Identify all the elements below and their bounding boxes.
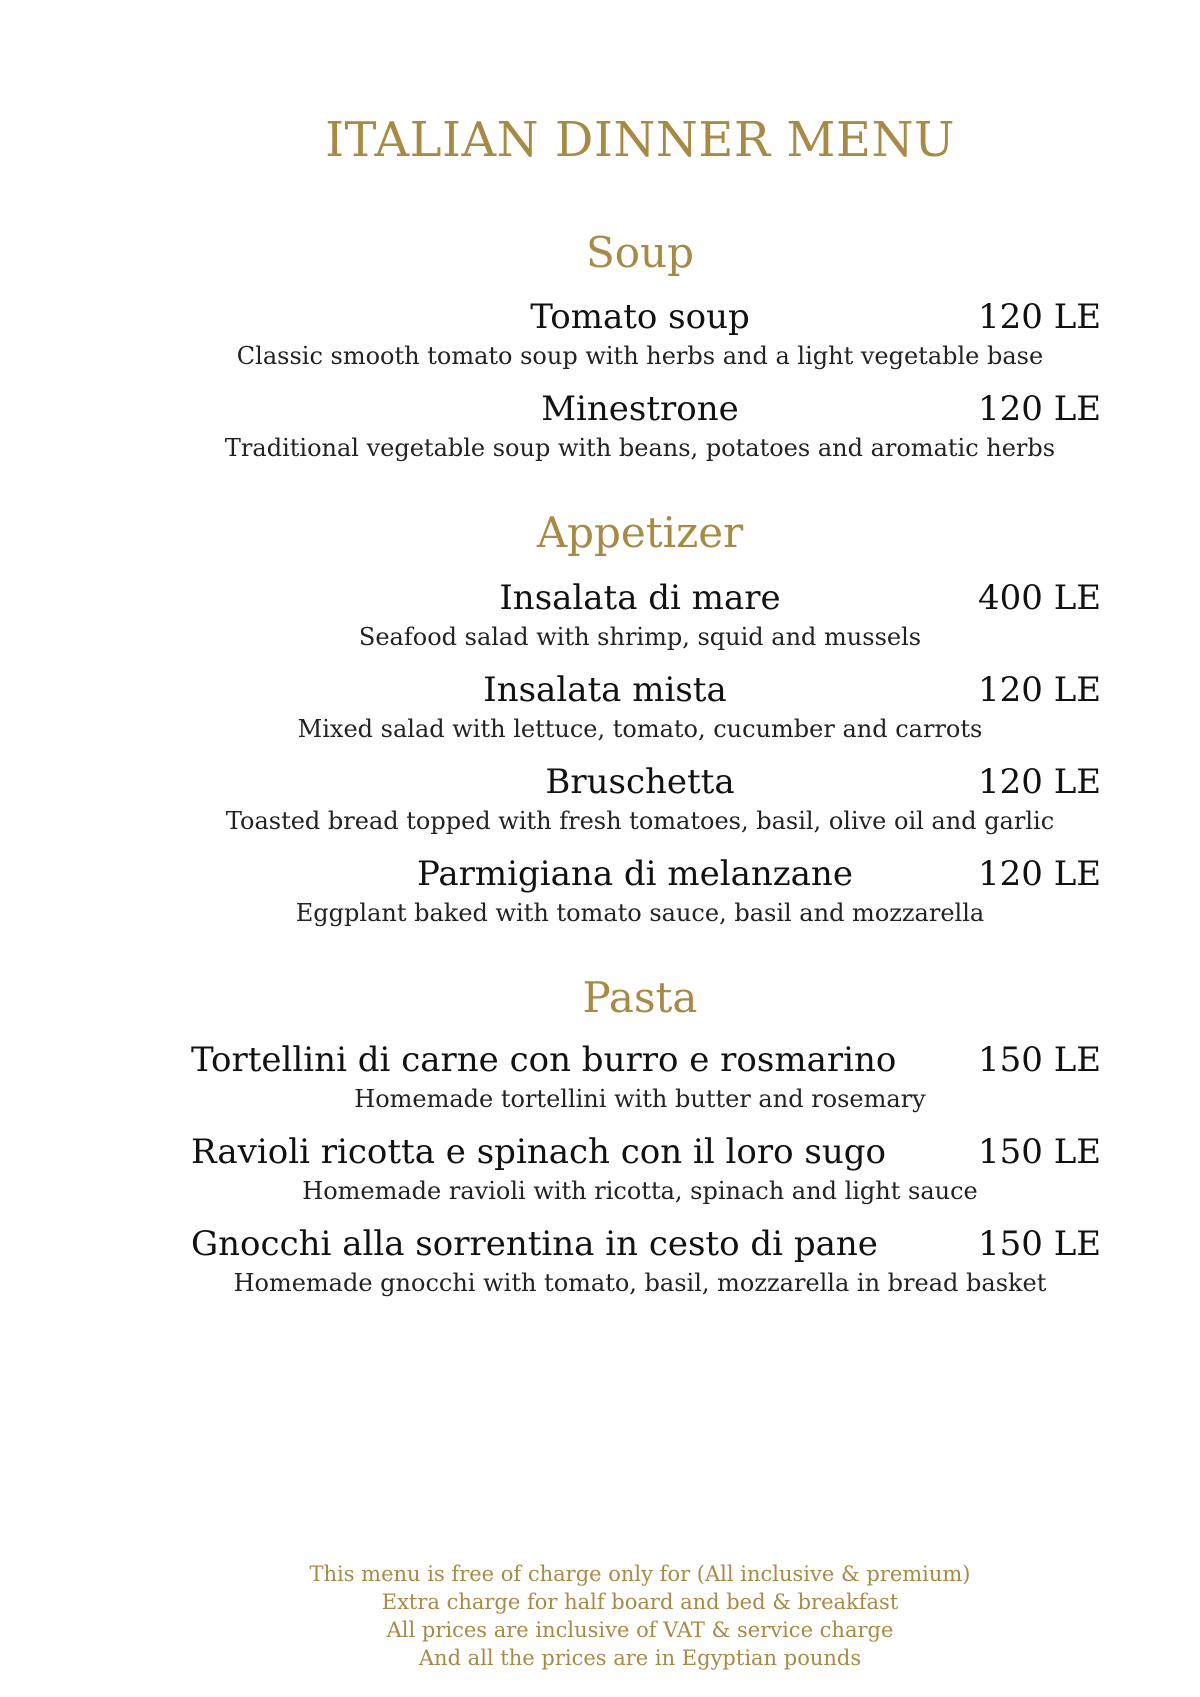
section-title-appetizer: Appetizer <box>536 508 744 557</box>
menu-item-description: Traditional vegetable soup with beans, potatoes and aromatic herbs <box>224 434 1056 462</box>
menu-item-description: Classic smooth tomato soup with herbs and a light vegetable base <box>236 342 1044 370</box>
menu-item-name: Ravioli ricotta e spinach con il loro sugo <box>191 1132 886 1172</box>
footer-note <box>0 1560 1200 1672</box>
menu-item-description: Toasted bread topped with fresh tomatoes, basil, olive oil and garlic <box>225 807 1055 835</box>
menu-item-name: Tortellini di carne con burro e rosmarino <box>191 1040 897 1080</box>
footer-line: All prices are inclusive of VAT & service charge <box>386 1618 894 1642</box>
footer-line: And all the prices are in Egyptian pounds <box>418 1646 862 1670</box>
menu-item-price: 150 LE <box>978 1040 1102 1080</box>
menu-item-price: 150 LE <box>978 1132 1102 1172</box>
menu-item-description: Seafood salad with shrimp, squid and mussels <box>358 623 922 651</box>
menu-item-name: Parmigiana di melanzane <box>417 854 853 894</box>
footer-line: Extra charge for half board and bed & breakfast <box>381 1590 899 1614</box>
menu-item-price: 120 LE <box>978 854 1102 894</box>
menu-item-name: Minestrone <box>541 389 739 429</box>
section-title-pasta: Pasta <box>582 973 698 1022</box>
menu-item-price: 400 LE <box>978 578 1102 618</box>
menu-item-description: Mixed salad with lettuce, tomato, cucumber and carrots <box>297 715 983 743</box>
footer-line: This menu is free of charge only for (All inclusive & premium) <box>309 1562 971 1586</box>
menu-item-description: Homemade gnocchi with tomato, basil, mozzarella in bread basket <box>233 1269 1047 1297</box>
menu-item-name: Insalata di mare <box>499 578 781 618</box>
menu-item-description: Eggplant baked with tomato sauce, basil and mozzarella <box>295 899 985 927</box>
menu-item-price: 120 LE <box>978 762 1102 802</box>
menu-item-name: Insalata mista <box>483 670 727 710</box>
section-title-soup: Soup <box>586 228 694 277</box>
menu-item-price: 120 LE <box>978 297 1102 337</box>
menu-item-price: 120 LE <box>978 389 1102 429</box>
page-title: ITALIAN DINNER MENU <box>325 112 955 168</box>
menu-item-description: Homemade tortellini with butter and rosemary <box>354 1085 926 1113</box>
menu-item-description: Homemade ravioli with ricotta, spinach and light sauce <box>302 1177 978 1205</box>
menu-item-price: 120 LE <box>978 670 1102 710</box>
menu-item-price: 150 LE <box>978 1224 1102 1264</box>
menu-item-name: Bruschetta <box>545 762 735 802</box>
menu-item-name: Gnocchi alla sorrentina in cesto di pane <box>191 1224 878 1264</box>
menu-item-name: Tomato soup <box>530 297 750 337</box>
